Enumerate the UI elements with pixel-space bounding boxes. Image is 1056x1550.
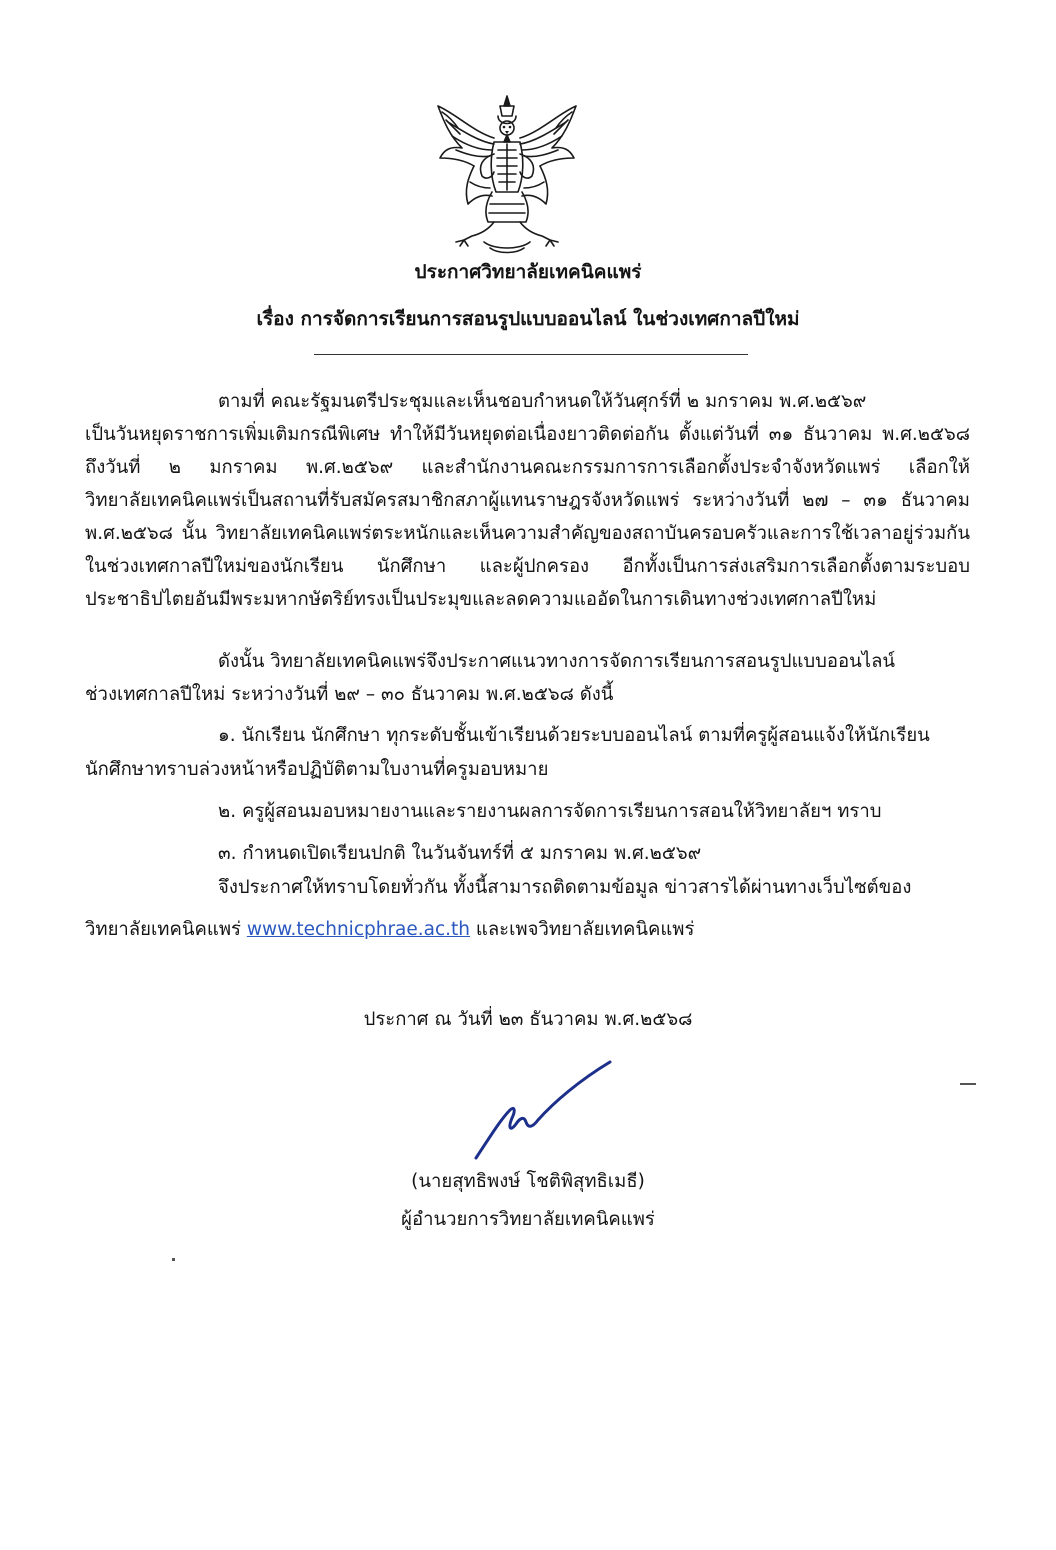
paragraph1-line-3: ถึงวันที่ ๒ มกราคม พ.ศ.๒๕๖๙ และสำนักงานคณะกรรมการการเลือกตั้งประจำจังหวัดแพร่ เลือกให้	[85, 457, 970, 478]
paragraph1-line-2: เป็นวันหยุดราชการเพิ่มเติมกรณีพิเศษ ทำให้มีวันหยุดต่อเนื่องยาวติดต่อกัน ตั้งแต่วันที่ ๓๑ ธันวาคม พ.ศ.๒๕๖๘	[85, 424, 970, 445]
website-link[interactable]: www.technicphrae.ac.th	[246, 919, 471, 940]
closing-line-1: จึงประกาศให้ทราบโดยทั่วกัน ทั้งนี้สามารถติดตามข้อมูล ข่าวสารได้ผ่านทางเว็บไซต์ของ	[218, 877, 912, 898]
announcement-subject: เรื่อง การจัดการเรียนการสอนรูปแบบออนไลน์ ในช่วงเทศกาลปีใหม่	[256, 308, 800, 330]
closing-line-2	[85, 916, 970, 944]
paragraph2-line-1: ดังนั้น วิทยาลัยเทคนิคแพร่จึงประกาศแนวทางการจัดการเรียนการสอนรูปแบบออนไลน์	[218, 651, 896, 672]
closing-text-after-link: และเพจวิทยาลัยเทคนิคแพร่	[470, 919, 695, 940]
garuda-emblem-icon	[434, 92, 580, 258]
paragraph1-line-4: วิทยาลัยเทคนิคแพร่เป็นสถานที่รับสมัครสมาชิกสภาผู้แทนราษฎรจังหวัดแพร่ ระหว่างวันที่ ๒๗ – ๓๑ ธันวาคม	[85, 490, 970, 511]
scan-speck	[960, 1083, 976, 1085]
scan-speck	[172, 1258, 175, 1261]
list-item-1-line-1: ๑. นักเรียน นักศึกษา ทุกระดับชั้นเข้าเรียนด้วยระบบออนไลน์ ตามที่ครูผู้สอนแจ้งให้นักเรียน	[218, 725, 930, 746]
signature-mark	[470, 1058, 620, 1168]
signer-name: (นายสุทธิพงษ์ โชติพิสุทธิเมธี)	[411, 1171, 645, 1192]
announcement-title: ประกาศวิทยาลัยเทคนิคแพร่	[414, 261, 642, 283]
paragraph1-line-1: ตามที่ คณะรัฐมนตรีประชุมและเห็นชอบกำหนดให้วันศุกร์ที่ ๒ มกราคม พ.ศ.๒๕๖๙	[218, 391, 867, 412]
list-item-3: ๓. กำหนดเปิดเรียนปกติ ในวันจันทร์ที่ ๕ มกราคม พ.ศ.๒๕๖๙	[218, 843, 702, 864]
closing-text-before-link: วิทยาลัยเทคนิคแพร่	[85, 919, 247, 940]
paragraph1-line-6: ในช่วงเทศกาลปีใหม่ของนักเรียน นักศึกษา และผู้ปกครอง อีกทั้งเป็นการส่งเสริมการเลือกตั้งตามระบอบ	[85, 556, 970, 577]
paragraph2-line-2: ช่วงเทศกาลปีใหม่ ระหว่างวันที่ ๒๙ – ๓๐ ธันวาคม พ.ศ.๒๕๖๘ ดังนี้	[85, 684, 614, 705]
list-item-1-line-2: นักศึกษาทราบล่วงหน้าหรือปฏิบัติตามใบงานที่ครูมอบหมาย	[85, 759, 549, 780]
paragraph1-line-5: พ.ศ.๒๕๖๘ นั้น วิทยาลัยเทคนิคแพร่ตระหนักและเห็นความสำคัญของสถาบันครอบครัวและการใช้เวลาอยู่ร่วมกัน	[85, 523, 970, 544]
list-item-2: ๒. ครูผู้สอนมอบหมายงานและรายงานผลการจัดการเรียนการสอนให้วิทยาลัยฯ ทราบ	[218, 801, 882, 822]
title-divider	[314, 354, 748, 355]
signer-position: ผู้อำนวยการวิทยาลัยเทคนิคแพร่	[401, 1209, 655, 1230]
paragraph1-line-7: ประชาธิปไตยอันมีพระมหากษัตริย์ทรงเป็นประมุขและลดความแออัดในการเดินทางช่วงเทศกาลปีใหม่	[85, 589, 877, 610]
announcement-date: ประกาศ ณ วันที่ ๒๓ ธันวาคม พ.ศ.๒๕๖๘	[363, 1009, 693, 1030]
